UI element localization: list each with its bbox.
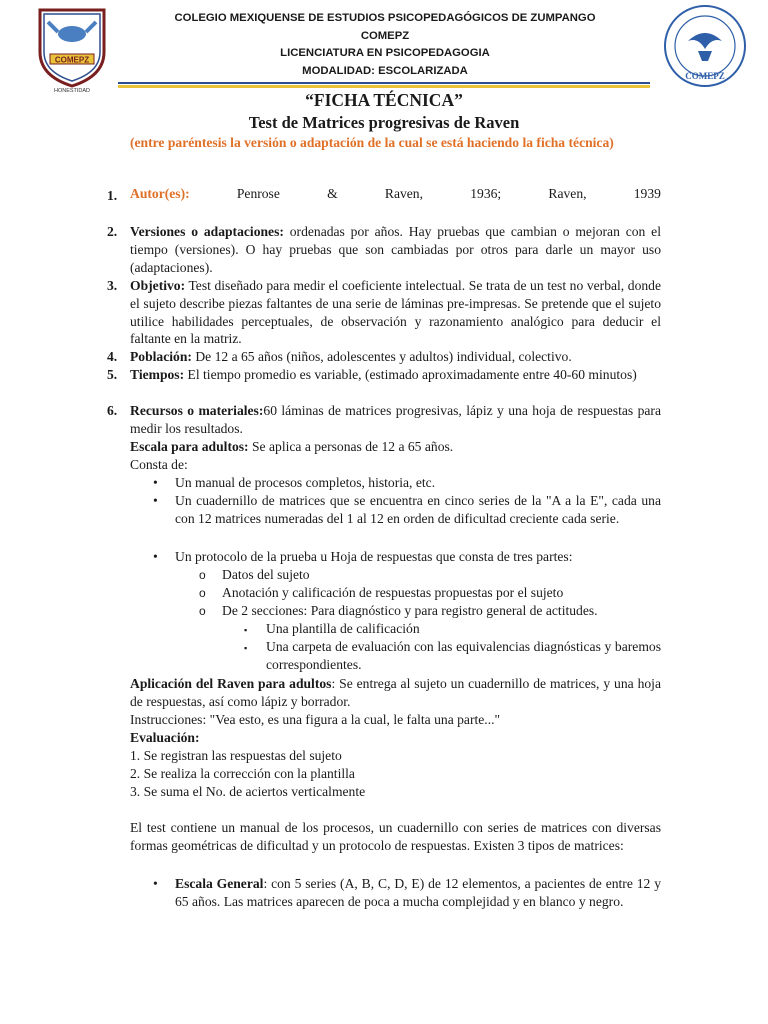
escala-general-label: Escala General (175, 876, 264, 891)
item-poblacion (130, 348, 661, 366)
escala-adultos (130, 438, 661, 456)
autor-word: Penrose (236, 186, 280, 201)
evaluacion-step: 2. Se realiza la corrección con la plantilla (130, 766, 355, 781)
circle-bullet-glyph: o (199, 586, 206, 600)
sub-list-item: De 2 secciones: Para diagnóstico y para registro general de actitudes. (222, 603, 598, 618)
header-line-3: LICENCIATURA EN PSICOPEDAGOGIA (280, 47, 490, 59)
item-number-3: 3. (107, 278, 118, 293)
school-logo-right (662, 3, 748, 89)
versiones-text: ordenadas por años. Hay pruebas que cambian o mejoran con el tiempo (versiones). O hay pruebas que son cambiadas por otros para darle un mayor uso (adaptaciones). (130, 224, 661, 275)
escala-text: Se aplica a personas de 12 a 65 años. (248, 439, 454, 454)
recursos-text: 60 láminas de matrices progresivas, lápiz y una hoja de respuestas para medir los resultados. (130, 403, 661, 436)
objetivo-text: Test diseñado para medir el coeficiente intelectual. Se trata de un test no verbal, donde el sujeto describe piezas faltantes de una serie de láminas pre-impresas. Se pretende que el sujeto utilice habilidades perceptuales, de observación y razonamiento analógico para deducir el faltante en la matriz. (130, 278, 661, 347)
list-item: Un cuadernillo de matrices que se encuentra en cinco series de la "A a la E", cada una con 12 matrices numeradas del 1 al 12 en orden de dificultad creciente cada serie. (175, 493, 661, 526)
header-line-4: MODALIDAD: ESCOLARIZADA (302, 64, 468, 77)
item-tiempos (130, 366, 661, 384)
circle-bullet-glyph: o (199, 604, 206, 618)
list-item: Un protocolo de la prueba u Hoja de respuestas que consta de tres partes: (175, 549, 573, 564)
nested-list-item: Una plantilla de calificación (266, 621, 420, 636)
header-line-1: COLEGIO MEXIQUENSE DE ESTUDIOS PSICOPEDAGÓGICOS DE ZUMPANGO (174, 12, 596, 24)
institution-header (160, 10, 610, 80)
square-bullet-glyph: ▪ (244, 625, 248, 635)
consta-de: Consta de: (130, 457, 188, 472)
escala-general-item (175, 875, 661, 911)
autor-word: & (327, 186, 338, 201)
circle-bullet-glyph: o (199, 568, 206, 582)
evaluacion-label: Evaluación: (130, 730, 200, 745)
poblacion-label: Población: (130, 349, 192, 364)
aplicacion-label: Aplicación del Raven para adultos (130, 676, 332, 691)
versiones-label: Versiones o adaptaciones: (130, 224, 284, 239)
autor-row (130, 185, 661, 203)
autor-label: Autor(es): (130, 186, 190, 201)
square-bullet-glyph: ▪ (244, 643, 248, 653)
school-logo-left (32, 6, 112, 92)
item-number-1: 1. (107, 188, 118, 203)
bullet-glyph: • (153, 475, 158, 490)
autor-word: 1936; (470, 186, 502, 201)
sub-list-item: Anotación y calificación de respuestas propuestas por el sujeto (222, 585, 564, 600)
autor-word: 1939 (633, 186, 661, 201)
autor-word: Raven, (548, 186, 587, 201)
aplicacion-text: : Se entrega al sujeto un cuadernillo de matrices, y una hoja de respuestas, así como lápiz y borrador. (130, 676, 661, 709)
instrucciones: Instrucciones: "Vea esto, es una figura a la cual, le falta una parte..." (130, 712, 501, 727)
sub-list-item: Datos del sujeto (222, 567, 310, 582)
bullet-glyph: • (153, 549, 158, 564)
tiempos-text: El tiempo promedio es variable, (estimado aproximadamente entre 40-60 minutos) (184, 367, 637, 382)
header-line-2: COMEPZ (360, 29, 410, 42)
logo-left-motto: HONESTIDAD (53, 88, 91, 92)
tiempos-label: Tiempos: (130, 367, 185, 382)
nested-list-item: Una carpeta de evaluación con las equivalencias diagnósticas y baremos correspondientes. (266, 639, 661, 672)
evaluacion-step: 1. Se registran las respuestas del sujeto (130, 748, 342, 763)
version-note: (entre paréntesis la versión o adaptación de la cual se está haciendo la ficha técnica) (130, 135, 614, 150)
evaluacion-heading (130, 729, 661, 747)
list-item: Un manual de procesos completos, historia, etc. (175, 475, 436, 490)
logo-right-text: COMEPZ (685, 71, 725, 81)
item-recursos (130, 402, 661, 438)
poblacion-text: De 12 a 65 años (niños, adolescentes y adultos) individual, colectivo. (191, 349, 572, 364)
header-rule-blue (118, 82, 650, 84)
autor-word: Raven, (384, 186, 424, 201)
evaluacion-step: 3. Se suma el No. de aciertos verticalmente (130, 784, 366, 799)
logo-left-text: COMEPZ (54, 55, 90, 65)
escala-label: Escala para adultos: (130, 439, 249, 454)
objetivo-label: Objetivo: (130, 278, 186, 293)
escala-general-text: : con 5 series (A, B, C, D, E) de 12 elementos, a pacientes de entre 12 y 65 años. Las matrices aparecen de poca a mucha complejidad y en blanco y negro. (175, 876, 661, 909)
item-versiones (130, 223, 661, 276)
header-rule-yellow (118, 85, 650, 88)
item-number-6: 6. (107, 403, 118, 418)
item-objetivo (130, 277, 661, 348)
summary-paragraph: El test contiene un manual de los procesos, un cuadernillo con series de matrices con diversas formas geométricas de dificultad y un protocolo de respuestas. Existen 3 tipos de matrices: (130, 820, 661, 853)
bullet-glyph: • (153, 493, 158, 508)
item-number-2: 2. (107, 224, 118, 239)
document-title: “FICHA TÉCNICA” (305, 90, 463, 110)
item-number-4: 4. (107, 349, 118, 364)
document-subtitle: Test de Matrices progresivas de Raven (248, 113, 520, 132)
recursos-label: Recursos o materiales: (130, 403, 264, 418)
item-number-5: 5. (107, 367, 118, 382)
bullet-glyph: • (153, 876, 158, 891)
aplicacion-paragraph (130, 675, 661, 711)
